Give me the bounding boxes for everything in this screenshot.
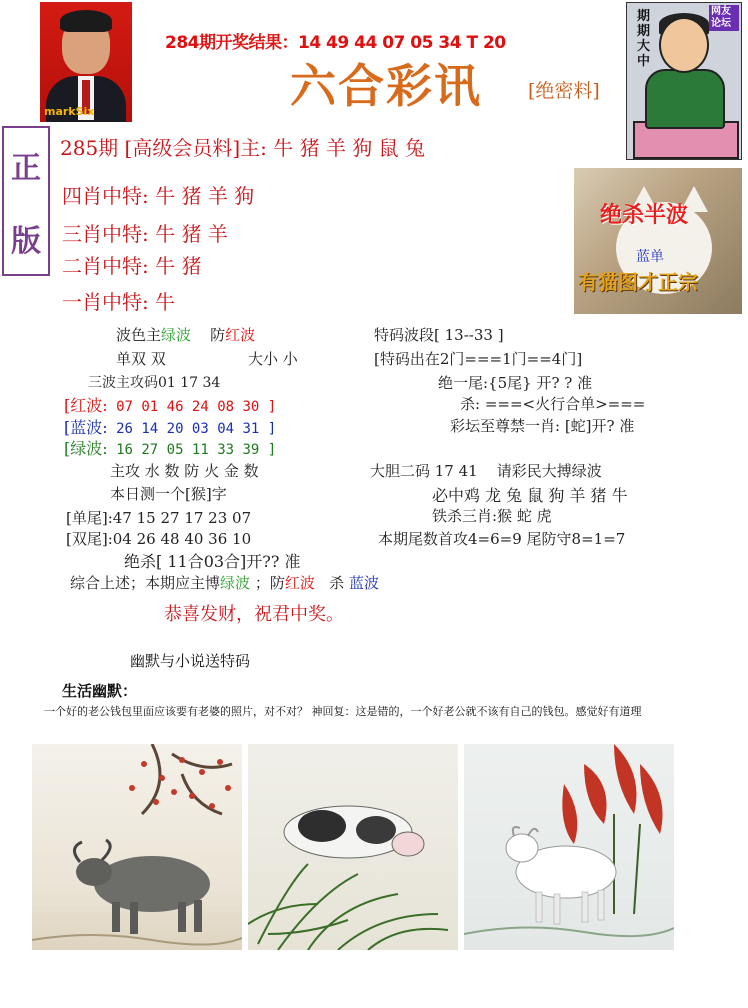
red-wave-values: 07 01 46 24 08 30 ] [107, 399, 277, 415]
genuine-badge [2, 126, 50, 276]
summary-line [70, 572, 379, 593]
green-wave-values: 16 27 05 11 33 39 ] [107, 442, 277, 458]
summary-prefix: 综合上述；本期应主博 [70, 574, 221, 592]
pick-four [62, 180, 254, 209]
absolute-kill-line: 绝杀[ 11合03合]开?? 准 [124, 552, 301, 571]
brand-subtitle: [绝密料] [528, 80, 600, 102]
wave-color-main: 绿波 [161, 326, 192, 344]
pick-label: 二肖中特: [62, 254, 149, 278]
bold-two-value: 大胆二码 17 41 [370, 462, 478, 480]
bold-two-note: 请彩民大搏绿波 [496, 462, 602, 480]
pick-values: 牛 [155, 290, 176, 314]
main-attack-line: 主攻 水 数 防 火 金 数 [110, 462, 259, 480]
pig-painting [248, 744, 458, 950]
forbidden-zodiac-line: 彩坛至尊禁一肖: [蛇]开? 准 [450, 417, 635, 435]
mark-six-logo: markSix [44, 105, 95, 118]
iron-kill-line: 铁杀三肖:猴 蛇 虎 [432, 507, 552, 525]
life-heading: 生活幽默： [62, 682, 138, 700]
summary-kill-label: 杀 [329, 574, 345, 592]
tail-sum-line: 本期尾数首攻4=6=9 尾防守8=1=7 [378, 530, 626, 548]
pick-label: 一肖中特: [62, 290, 149, 314]
double-tail-line: [双尾]:04 26 48 40 36 10 [66, 530, 252, 548]
size-line [248, 348, 298, 369]
summary-guard: 红波 [284, 574, 315, 592]
blue-wave-label: [蓝波: [64, 418, 108, 437]
summary-kill: 蓝波 [348, 574, 379, 592]
red-wave-line [64, 393, 276, 416]
wave-color-line [116, 324, 255, 345]
cartoon-mascot [626, 2, 742, 160]
mascot-badge: 网友论坛 [709, 5, 739, 31]
daily-word-line: 本日测一个[猴]字 [110, 485, 227, 503]
summary-mid: ；防 [254, 574, 285, 592]
goat-painting [464, 744, 674, 950]
host-portrait [40, 2, 132, 122]
pick-label: 三肖中特: [62, 222, 149, 246]
pick-values: 牛 猪 [155, 254, 202, 278]
three-wave-values: 01 17 34 [158, 375, 221, 391]
cat-photo-caption: 有猫图才正宗 [578, 270, 698, 294]
brand-title: 六合彩讯 [290, 59, 482, 113]
wave-color-label: 波色主 [116, 326, 162, 344]
wave-guard-value: 红波 [225, 326, 256, 344]
issue-label: 285期 [高级会员料]主: [60, 136, 267, 160]
pick-one [62, 286, 175, 315]
bold-two-line [370, 460, 602, 481]
joke-text: 一个好的老公钱包里面应该要有老婆的照片，对不对？ 神回复：这是错的，一个好老公就不该有自己的钱包。感觉好有道理 [44, 705, 642, 718]
ox-painting [32, 744, 242, 950]
genuine-char-1: 正 [11, 150, 41, 186]
single-tail-line: [单尾]:47 15 27 17 23 07 [66, 509, 252, 527]
cat-photo [574, 168, 742, 314]
summary-main: 绿波 [220, 574, 251, 592]
pick-values: 牛 猪 羊 狗 [155, 184, 255, 208]
pick-label: 四肖中特: [62, 184, 149, 208]
three-wave-line [88, 372, 220, 392]
size-label: 大小 [248, 350, 279, 368]
odd-even-value: 双 [150, 350, 166, 368]
red-wave-label: [红波: [64, 396, 108, 415]
pick-two [62, 250, 201, 279]
wave-guard-label: 防 [210, 326, 226, 344]
special-door-line: [特码出在2门===1门==4门] [374, 350, 583, 368]
one-tail-line: 绝一尾:{5尾} 开? ? 准 [438, 374, 593, 392]
mascot-slogan: 期期大中 [637, 9, 651, 69]
special-segment-line: 特码波段[ 13--33 ] [374, 326, 504, 344]
genuine-char-2: 版 [11, 223, 41, 259]
odd-even-label: 单双 [116, 350, 147, 368]
green-wave-label: [绿波: [64, 439, 108, 458]
kill-element-line: 杀: ===<火行合单>=== [460, 395, 646, 413]
pick-three [62, 218, 228, 247]
blue-wave-line [64, 415, 276, 438]
pick-values: 牛 猪 羊 [155, 222, 228, 246]
cat-photo-title: 绝杀半波 [600, 202, 689, 228]
green-wave-line [64, 436, 276, 459]
humor-heading: 幽默与小说送特码 [130, 652, 251, 670]
issue-values: 牛 猪 羊 狗 鼠 兔 [273, 136, 426, 160]
odd-even-line [116, 348, 166, 369]
three-wave-label: 三波主攻码 [88, 375, 158, 391]
congrats-line: 恭喜发财，祝君中奖。 [164, 604, 344, 625]
issue-line [60, 132, 425, 161]
size-value: 小 [282, 350, 298, 368]
previous-result: 284期开奖结果：14 49 44 07 05 34 T 20 [165, 33, 506, 53]
cat-photo-subtitle: 蓝单 [636, 249, 664, 265]
must-win-line: 必中鸡 龙 兔 鼠 狗 羊 猪 牛 [432, 486, 628, 505]
blue-wave-values: 26 14 20 03 04 31 ] [107, 421, 277, 437]
